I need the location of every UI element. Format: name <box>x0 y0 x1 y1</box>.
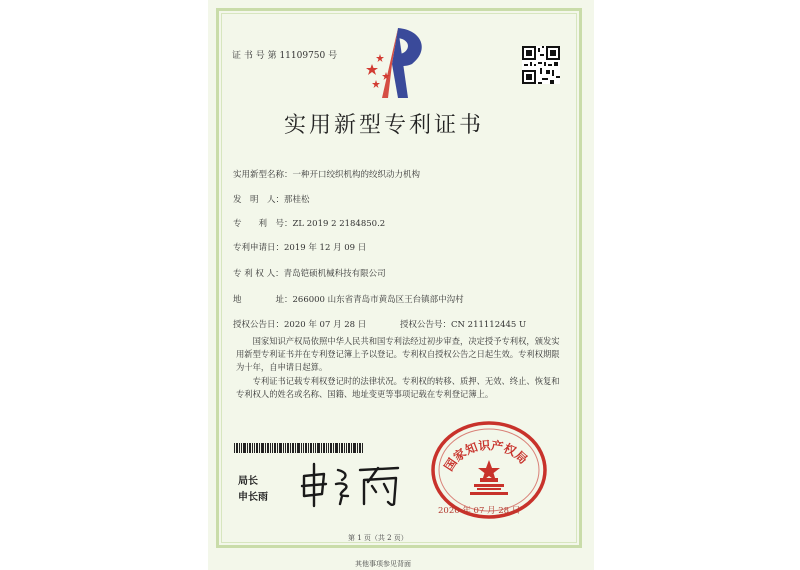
footer-note: 其他事项参见背面 <box>355 560 411 568</box>
field-utility-name <box>233 168 420 180</box>
paragraph-legal-status: 专利证书记载专利权登记时的法律状况。专利权的转移、质押、无效、终止、恢复和专利权人的姓名或名称、国籍、地址变更等事项记载在专利登记簿上。 <box>236 376 560 399</box>
field-label: 发 明 人： <box>233 195 285 205</box>
field-value: 青岛铠硕机械科技有限公司 <box>283 269 386 279</box>
field-grant-number <box>400 318 526 330</box>
field-label: 专 利 权 人： <box>233 269 284 279</box>
field-application-date <box>233 241 366 253</box>
director-name: 申长雨 <box>238 492 268 503</box>
field-value: 2020 年 07 月 28 日 <box>284 320 367 330</box>
field-patent-number <box>233 217 385 229</box>
field-value: ZL 2019 2 2184850.2 <box>292 219 386 229</box>
seal-date: 2020 年 07 月 28 日 <box>438 506 521 516</box>
paragraph-grant-decision: 国家知识产权局依照中华人民共和国专利法经过初步审查，决定授予专利权，颁发实用新型专利证书并在专利登记簿上予以登记。专利权自授权公告之日起生效。专利权期限为十年，自申请日起算。 <box>236 336 560 372</box>
field-address <box>233 293 464 305</box>
certificate-title: 实用新型专利证书 <box>284 113 485 138</box>
field-value: 266000 山东省青岛市黄岛区王台镇部中沟村 <box>292 295 464 305</box>
barcode <box>234 443 364 453</box>
director-signature <box>298 460 406 510</box>
field-label: 授权公告号： <box>400 320 452 330</box>
field-label: 地 址： <box>233 295 293 305</box>
certificate-number: 证 书 号 第 11109750 号 <box>232 51 338 61</box>
field-patentee <box>233 267 386 279</box>
qr-code <box>522 46 560 84</box>
cnipa-logo-icon <box>362 24 434 100</box>
field-label: 授权公告日： <box>233 320 285 330</box>
field-value: CN 211112445 U <box>451 320 527 330</box>
field-value: 一种开口绞织机构的绞织动力机构 <box>292 170 421 180</box>
field-value: 那桂松 <box>284 195 310 205</box>
field-label: 专 利 号： <box>233 219 293 229</box>
seal-text: 国家知识产权局 <box>441 438 531 474</box>
field-label: 实用新型名称： <box>233 170 293 180</box>
field-value: 2019 年 12 月 09 日 <box>284 243 367 253</box>
field-inventor <box>233 193 310 205</box>
field-label: 专利申请日： <box>233 243 285 253</box>
field-grant-date <box>233 318 366 330</box>
page-number: 第 1 页（共 2 页） <box>348 534 408 542</box>
director-title: 局长 <box>238 476 258 487</box>
